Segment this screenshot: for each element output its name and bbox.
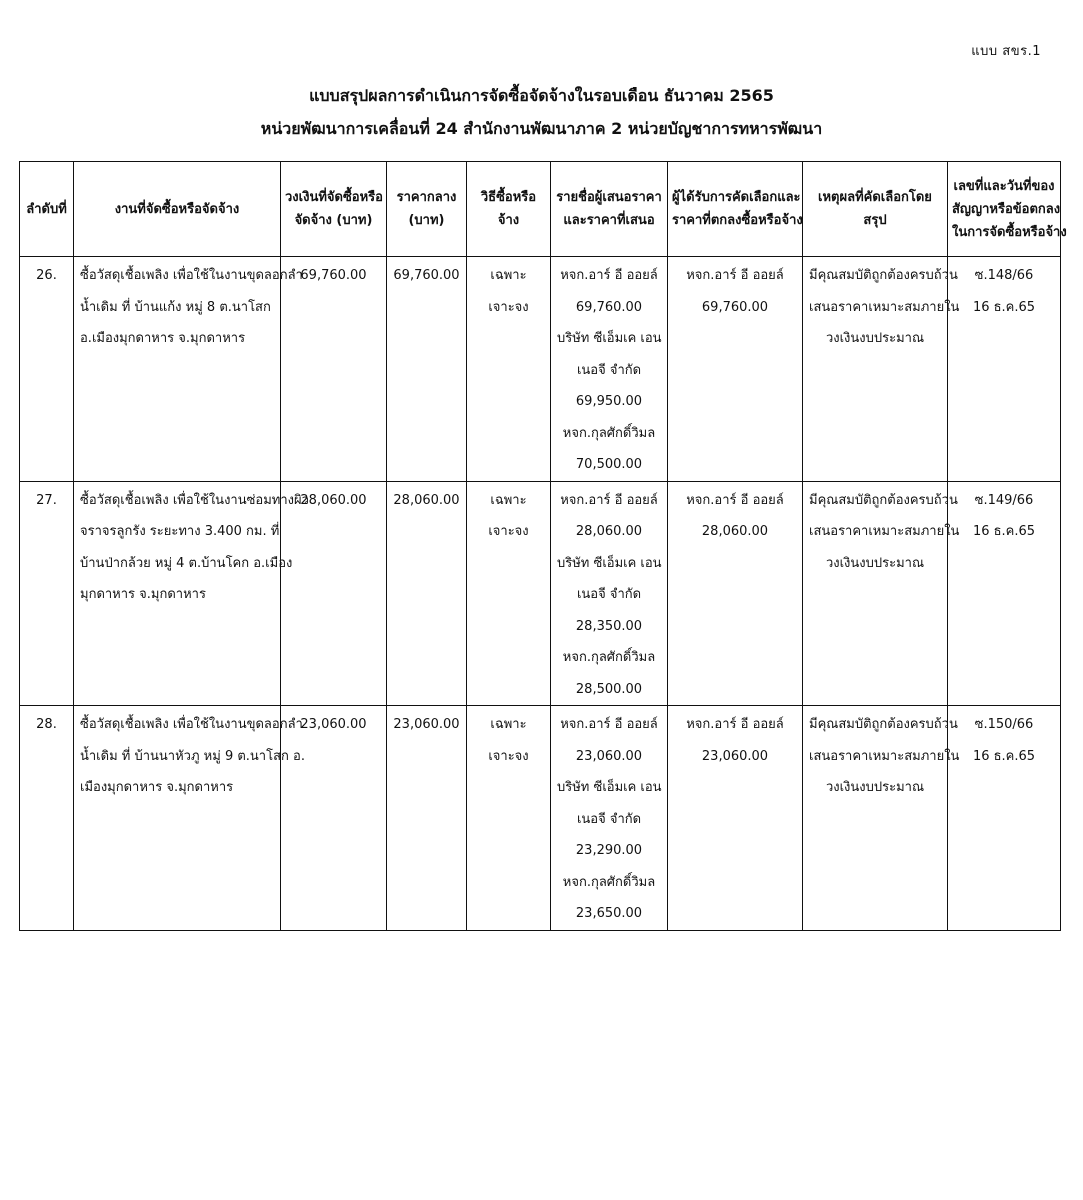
cell-contract: ซ.148/66 16 ธ.ค.65 xyxy=(948,257,1061,482)
header-no: ลำดับที่ xyxy=(20,162,74,257)
form-code: แบบ สขร.1 xyxy=(971,44,1041,59)
report-title: แบบสรุปผลการดำเนินการจัดซื้อจัดจ้างในรอบเดือน ธันวาคม 2565 xyxy=(309,86,774,105)
cell-selected: หจก.อาร์ อี ออยล์ 69,760.00 xyxy=(668,257,803,482)
cell-job: ซื้อวัสดุเชื้อเพลิง เพื่อใช้ในงานขุดลอกลำ น้ำเดิม ที่ บ้านนาหัวภู หมู่ 9 ต.นาโสก อ. เมืองมุกดาหาร จ.มุกดาหาร xyxy=(74,706,281,931)
cell-reason: มีคุณสมบัติถูกต้องครบถ้วน เสนอราคาเหมาะสมภายใน วงเงินงบประมาณ xyxy=(803,706,948,931)
cell-contract: ซ.149/66 16 ธ.ค.65 xyxy=(948,481,1061,706)
report-subtitle: หน่วยพัฒนาการเคลื่อนที่ 24 สำนักงานพัฒนาภาค 2 หน่วยบัญชาการทหารพัฒนา xyxy=(260,119,823,138)
cell-bidders: หจก.อาร์ อี ออยล์ 28,060.00 บริษัท ซีเอ็มเค เอน เนอจี จำกัด 28,350.00 หจก.กุลศักดิ์วิมล 28,500.00 xyxy=(551,481,668,706)
cell-method: เฉพาะเจาะจง xyxy=(467,257,551,482)
cell-no: 28. xyxy=(20,706,74,931)
table-row xyxy=(20,257,1061,482)
header-reason: เหตุผลที่คัดเลือกโดยสรุป xyxy=(803,162,948,257)
header-row xyxy=(20,162,1061,257)
cell-job: ซื้อวัสดุเชื้อเพลิง เพื่อใช้ในงานขุดลอกลำ น้ำเดิม ที่ บ้านแก้ง หมู่ 8 ต.นาโสก อ.เมืองมุกดาหาร จ.มุกดาหาร xyxy=(74,257,281,482)
cell-selected: หจก.อาร์ อี ออยล์ 28,060.00 xyxy=(668,481,803,706)
cell-budget: 23,060.00 xyxy=(281,706,387,931)
header-median-price: ราคากลาง (บาท) xyxy=(387,162,467,257)
cell-median-price: 69,760.00 xyxy=(387,257,467,482)
table-row xyxy=(20,706,1061,931)
header-contract: เลขที่และวันที่ของ สัญญาหรือข้อตกลง ในการจัดซื้อหรือจ้าง xyxy=(948,162,1061,257)
cell-reason: มีคุณสมบัติถูกต้องครบถ้วน เสนอราคาเหมาะสมภายใน วงเงินงบประมาณ xyxy=(803,481,948,706)
header-bidders: รายชื่อผู้เสนอราคา และราคาที่เสนอ xyxy=(551,162,668,257)
cell-method: เฉพาะเจาะจง xyxy=(467,706,551,931)
header-job: งานที่จัดซื้อหรือจัดจ้าง xyxy=(74,162,281,257)
cell-bidders: หจก.อาร์ อี ออยล์ 69,760.00 บริษัท ซีเอ็มเค เอน เนอจี จำกัด 69,950.00 หจก.กุลศักดิ์วิมล 70,500.00 xyxy=(551,257,668,482)
cell-no: 27. xyxy=(20,481,74,706)
cell-reason: มีคุณสมบัติถูกต้องครบถ้วน เสนอราคาเหมาะสมภายใน วงเงินงบประมาณ xyxy=(803,257,948,482)
header-selected: ผู้ได้รับการคัดเลือกและ ราคาที่ตกลงซื้อหรือจ้าง xyxy=(668,162,803,257)
cell-median-price: 23,060.00 xyxy=(387,706,467,931)
cell-budget: 28,060.00 xyxy=(281,481,387,706)
cell-contract: ซ.150/66 16 ธ.ค.65 xyxy=(948,706,1061,931)
procurement-table xyxy=(19,161,1067,931)
cell-method: เฉพาะเจาะจง xyxy=(467,481,551,706)
cell-no: 26. xyxy=(20,257,74,482)
header-method: วิธีซื้อหรือจ้าง xyxy=(467,162,551,257)
cell-selected: หจก.อาร์ อี ออยล์ 23,060.00 xyxy=(668,706,803,931)
cell-job: ซื้อวัสดุเชื้อเพลิง เพื่อใช้ในงานซ่อมทางผิว จราจรลูกรัง ระยะทาง 3.400 กม. ที่ บ้านป่ากล้วย หมู่ 4 ต.บ้านโคก อ.เมือง มุกดาหาร จ.มุกดาหาร xyxy=(74,481,281,706)
cell-median-price: 28,060.00 xyxy=(387,481,467,706)
cell-bidders: หจก.อาร์ อี ออยล์ 23,060.00 บริษัท ซีเอ็มเค เอน เนอจี จำกัด 23,290.00 หจก.กุลศักดิ์วิมล 23,650.00 xyxy=(551,706,668,931)
cell-budget: 69,760.00 xyxy=(281,257,387,482)
header-budget: วงเงินที่จัดซื้อหรือ จัดจ้าง (บาท) xyxy=(281,162,387,257)
table-row xyxy=(20,481,1061,706)
